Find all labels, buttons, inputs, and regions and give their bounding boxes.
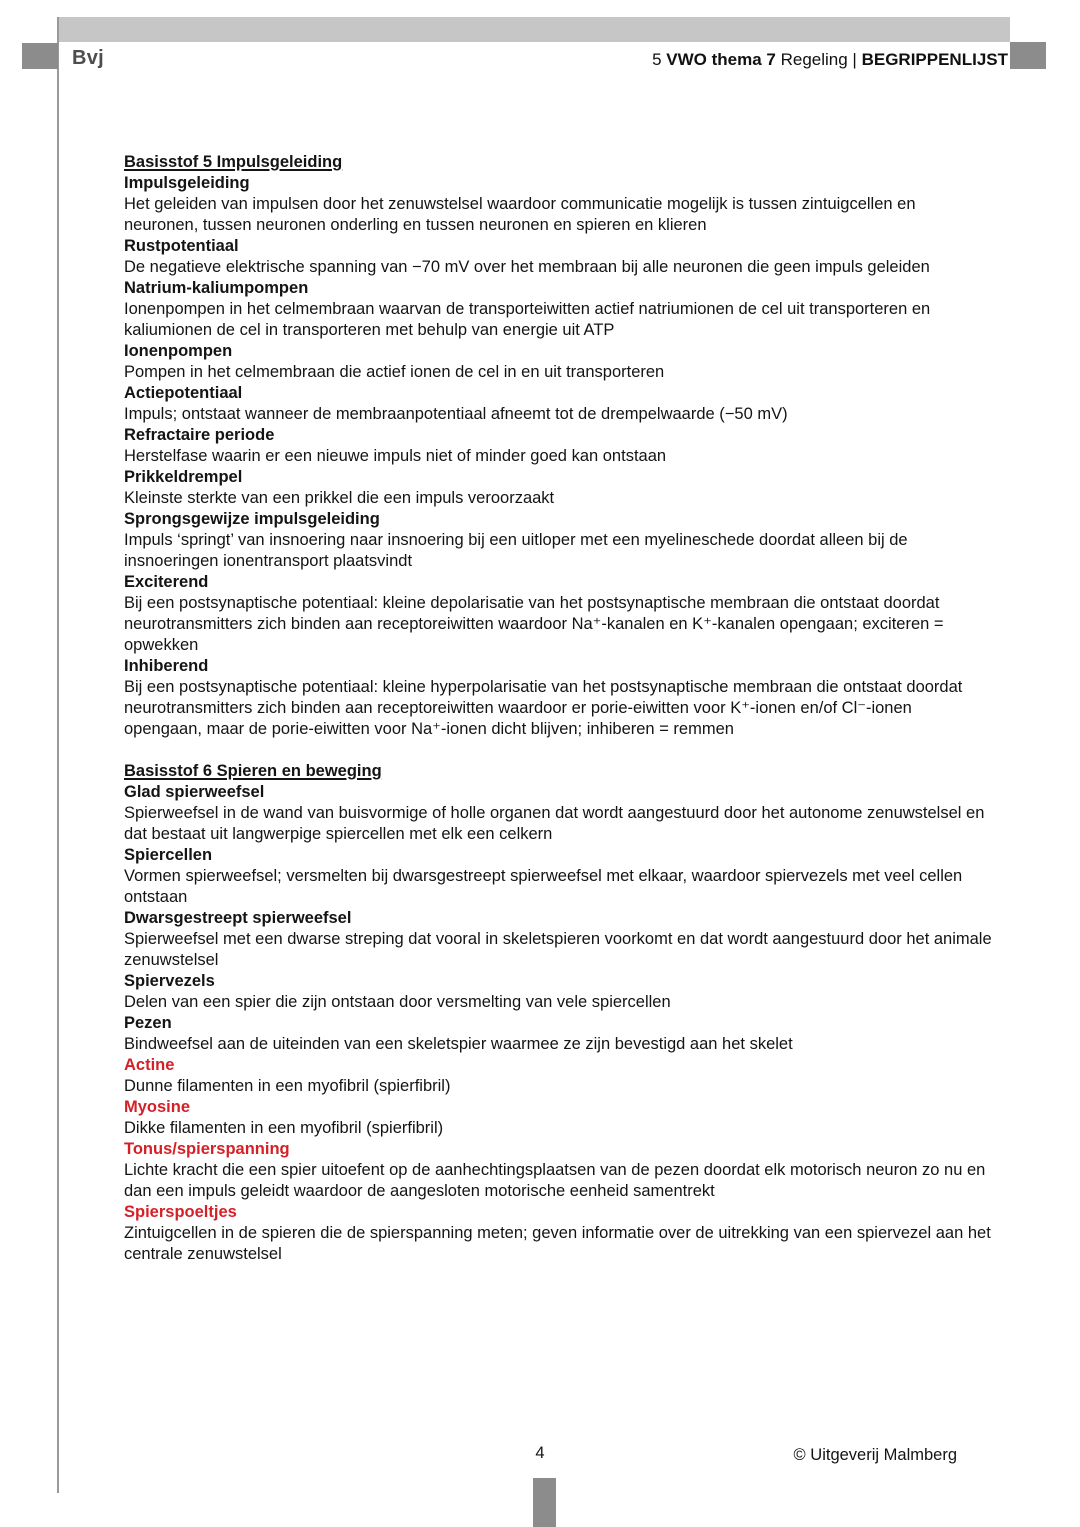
glossary-term: Spiercellen — [124, 846, 213, 864]
left-corner-block — [22, 43, 58, 69]
glossary-definition: Vormen spierweefsel; versmelten bij dwarsgestreept spierweefsel met elkaar, waardoor spiervezels met veel cellen ontstaan — [124, 867, 963, 906]
right-corner-block — [1010, 42, 1046, 69]
glossary-definition: Dikke filamenten in een myofibril (spierfibril) — [124, 1119, 444, 1137]
glossary-definition: Impuls; ontstaat wanneer de membraanpotentiaal afneemt tot de drempelwaarde (−50 mV) — [124, 405, 788, 423]
glossary-term: Actine — [124, 1056, 175, 1074]
glossary-definition: Lichte kracht die een spier uitoefent op de aanhechtingsplaatsen van de pezen doordat elk motorisch neuron zo nu en dan een impuls geleidt waardoor de aangesloten motorische eenheid samentrekt — [124, 1161, 986, 1200]
header-top-bar — [58, 17, 1010, 42]
section-title: Basisstof 6 Spieren en beweging — [124, 762, 382, 780]
glossary-definition: Pompen in het celmembraan die actief ionen de cel in en uit transporteren — [124, 363, 665, 381]
glossary-definition: Het geleiden van impulsen door het zenuwstelsel waardoor communicatie mogelijk is tussen zintuigcellen en neuronen, tussen neuronen onderling en tussen neuronen en spieren en klieren — [124, 195, 916, 234]
glossary-definition: Zintuigcellen in de spieren die de spierspanning meten; geven informatie over de uitrekking van een spiervezel aan het centrale zenuwstelsel — [124, 1224, 991, 1263]
copyright-notice: © Uitgeverij Malmberg — [793, 1446, 957, 1464]
glossary-definition: Spierweefsel met een dwarse streping dat vooral in skeletspieren voorkomt en dat wordt aangestuurd door het animale zenuwstelsel — [124, 930, 992, 969]
glossary-term: Glad spierweefsel — [124, 783, 265, 801]
glossary — [124, 152, 992, 1265]
glossary-definition: De negatieve elektrische spanning van −70 mV over het membraan bij alle neuronen die geen impuls geleiden — [124, 258, 930, 276]
glossary-term: Exciterend — [124, 573, 209, 591]
glossary-definition: Bij een postsynaptische potentiaal: kleine hyperpolarisatie van het postsynaptische membraan die ontstaat doordat neurotransmitters zich binden aan receptoreiwitten waardoor er porie-eiwitten voor K⁺-ionen en/of Cl⁻-ionen opengaan, maar de porie-eiwitten voor Na⁺-ionen dicht blijven; inhiberen = remmen — [124, 678, 963, 738]
glossary-term: Myosine — [124, 1098, 191, 1116]
glossary-definition: Dunne filamenten in een myofibril (spierfibril) — [124, 1077, 451, 1095]
glossary-term: Impulsgeleiding — [124, 174, 250, 192]
header-title-part: Regeling | — [775, 50, 862, 69]
glossary-definition: Ionenpompen in het celmembraan waarvan de transporteiwitten actief natriumionen de cel uit transporteren en kaliumionen de cel in transporteren met behulp van energie uit ATP — [124, 300, 931, 339]
glossary-term: Spiervezels — [124, 972, 215, 990]
glossary-definition: Kleinste sterkte van een prikkel die een impuls veroorzaakt — [124, 489, 555, 507]
glossary-definition: Delen van een spier die zijn ontstaan door versmelting van vele spiercellen — [124, 993, 671, 1011]
header-title — [652, 50, 1008, 70]
glossary-definition: Spierweefsel in de wand van buisvormige of holle organen dat wordt aangestuurd door het autonome zenuwstelsel en dat bestaat uit langwerpige spiercellen met elk een celkern — [124, 804, 985, 843]
glossary-term: Tonus/spierspanning — [124, 1140, 290, 1158]
glossary-definition: Bij een postsynaptische potentiaal: kleine depolarisatie van het postsynaptische membraan die ontstaat doordat neurotransmitters zich binden aan receptoreiwitten waardoor Na⁺-kanalen en K⁺-kanalen opengaan; exciteren = opwekken — [124, 594, 944, 654]
header-title-part: 5 — [652, 50, 667, 69]
glossary-term: Sprongsgewijze impulsgeleiding — [124, 510, 380, 528]
page-number: 4 — [535, 1444, 545, 1462]
footer-bar — [533, 1478, 556, 1527]
glossary-definition: Bindweefsel aan de uiteinden van een skeletspier waarmee ze zijn bevestigd aan het skelet — [124, 1035, 793, 1053]
glossary-definition: Impuls ‘springt’ van insnoering naar insnoering bij een uitloper met een myelineschede doordat alleen bij de insnoeringen ionentransport plaatsvindt — [124, 531, 908, 570]
glossary-term: Ionenpompen — [124, 342, 233, 360]
glossary-term: Dwarsgestreept spierweefsel — [124, 909, 352, 927]
glossary-term: Inhiberend — [124, 657, 209, 675]
glossary-section — [124, 152, 992, 740]
header-title-part: VWO thema 7 — [666, 50, 776, 69]
glossary-definition: Herstelfase waarin er een nieuwe impuls niet of minder goed kan ontstaan — [124, 447, 667, 465]
header-title-part: BEGRIPPENLIJST — [861, 50, 1008, 69]
glossary-term: Refractaire periode — [124, 426, 275, 444]
publisher-logo: Bvj — [72, 47, 105, 69]
glossary-term: Prikkeldrempel — [124, 468, 243, 486]
glossary-section — [124, 761, 992, 1265]
glossary-term: Spierspoeltjes — [124, 1203, 237, 1221]
glossary-term: Natrium-kaliumpompen — [124, 279, 309, 297]
left-margin-line — [57, 17, 59, 1493]
section-title: Basisstof 5 Impulsgeleiding — [124, 153, 343, 171]
glossary-term: Pezen — [124, 1014, 172, 1032]
glossary-term: Rustpotentiaal — [124, 237, 239, 255]
glossary-term: Actiepotentiaal — [124, 384, 243, 402]
